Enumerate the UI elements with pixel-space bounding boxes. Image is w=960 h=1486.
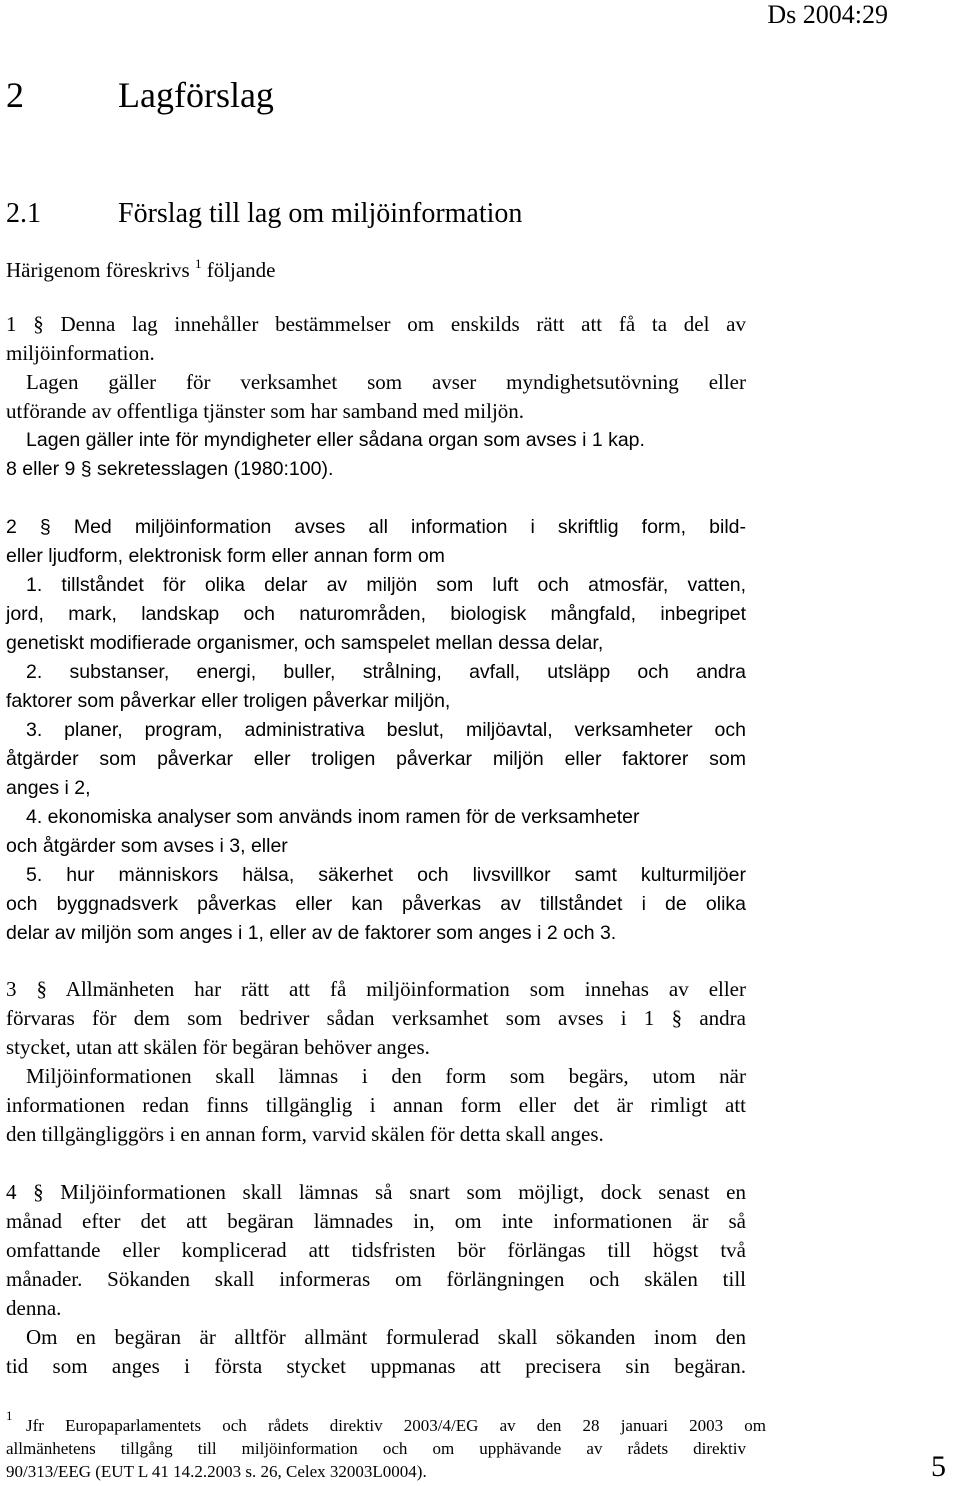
chapter-title: Lagförslag — [118, 75, 274, 115]
paragraph-line: delar av miljön som anges i 1, eller av de faktorer som anges i 2 och 3. — [6, 922, 617, 944]
footnote-mark: 1 — [6, 1408, 13, 1423]
paragraph-line: utförande av offentliga tjänster som har samband med miljön. — [6, 399, 525, 423]
paragraph-line: månad efter det att begäran lämnades in, om inte informationen är så — [6, 1209, 746, 1233]
intro-text-end: följande — [206, 258, 276, 282]
paragraph-line: Om en begäran är alltför allmänt formulerad skall sökanden inom den — [26, 1325, 746, 1349]
footnote-line: allmänhetens tillgång till miljöinformation och om upphävande av rådets direktiv — [6, 1439, 746, 1458]
paragraph-line: åtgärder som påverkar eller troligen påverkar miljön eller faktorer som — [6, 748, 746, 770]
intro-line — [6, 250, 746, 284]
section-title: Förslag till lag om miljöinformation — [118, 198, 523, 229]
paragraph-line: informationen redan finns tillgänglig i annan form eller det är rimligt att — [6, 1093, 746, 1117]
paragraph-line: 4. ekonomiska analyser som används inom ramen för de verksamheter — [26, 806, 640, 828]
paragraph-line: och byggnadsverk påverkas eller kan påverkas av tillståndet i de olika — [6, 893, 746, 915]
paragraph-line: jord, mark, landskap och naturområden, biologisk mångfald, inbegripet — [6, 603, 746, 625]
paragraph-line: omfattande eller komplicerad att tidsfristen bör förlängas till högst två — [6, 1238, 746, 1262]
paragraph-line: 3 § Allmänheten har rätt att få miljöinformation som innehas av eller — [6, 977, 746, 1001]
paragraph-line: 4 § Miljöinformationen skall lämnas så snart som möjligt, dock senast en — [6, 1180, 746, 1204]
footnote-reference: 1 — [194, 256, 202, 271]
footnote-line: 90/313/EEG (EUT L 41 14.2.2003 s. 26, Celex 32003L0004). — [6, 1462, 427, 1481]
chapter-number: 2 — [6, 75, 24, 115]
paragraph-line: Lagen gäller inte för myndigheter eller sådana organ som avses i 1 kap. — [26, 429, 645, 451]
paragraph-line: genetiskt modifierade organismer, och samspelet mellan dessa delar, — [6, 632, 604, 654]
paragraph-line: 3. planer, program, administrativa beslut, miljöavtal, verksamheter och — [26, 719, 746, 741]
paragraph-line: Miljöinformationen skall lämnas i den form som begärs, utom när — [26, 1064, 746, 1088]
paragraph-line: stycket, utan att skälen för begäran behöver anges. — [6, 1035, 430, 1059]
intro-text: Härigenom föreskrivs — [6, 258, 190, 282]
paragraph-line: eller ljudform, elektronisk form eller annan form om — [6, 545, 445, 567]
paragraph-line: och åtgärder som avses i 3, eller — [6, 835, 288, 857]
paragraph-line: den tillgängliggörs i en annan form, varvid skälen för detta skall anges. — [6, 1122, 604, 1146]
paragraph-line: 1. tillståndet för olika delar av miljön som luft och atmosfär, vatten, — [26, 574, 746, 596]
paragraph-line: 8 eller 9 § sekretesslagen (1980:100). — [6, 458, 334, 480]
paragraph-line: 2 § Med miljöinformation avses all information i skriftlig form, bild- — [6, 516, 746, 538]
paragraph-line: faktorer som påverkar eller troligen påverkar miljön, — [6, 690, 451, 712]
section-number: 2.1 — [6, 198, 41, 229]
paragraph-line: miljöinformation. — [6, 341, 155, 365]
paragraph-line: 5. hur människors hälsa, säkerhet och livsvillkor samt kulturmiljöer — [26, 864, 746, 886]
footnote-line: Jfr Europaparlamentets och rådets direktiv 2003/4/EG av den 28 januari 2003 om — [26, 1416, 766, 1435]
paragraph-line: denna. — [6, 1296, 62, 1320]
paragraph-line: anges i 2, — [6, 777, 91, 799]
chapter-heading — [6, 74, 274, 116]
paragraph-line: månader. Sökanden skall informeras om förlängningen och skälen till — [6, 1267, 746, 1291]
paragraph-line: Lagen gäller för verksamhet som avser myndighetsutövning eller — [26, 370, 746, 394]
paragraph-line: förvaras för dem som bedriver sådan verksamhet som avses i 1 § andra — [6, 1006, 746, 1030]
paragraph-line: 2. substanser, energi, buller, strålning, avfall, utsläpp och andra — [26, 661, 746, 683]
paragraph-line: tid som anges i första stycket uppmanas att precisera sin begäran. — [6, 1354, 746, 1378]
page-number: 5 — [931, 1450, 946, 1483]
section-heading — [6, 198, 522, 230]
paragraph-line: 1 § Denna lag innehåller bestämmelser om enskilds rätt att få ta del av — [6, 312, 746, 336]
document-id: Ds 2004:29 — [767, 0, 888, 29]
